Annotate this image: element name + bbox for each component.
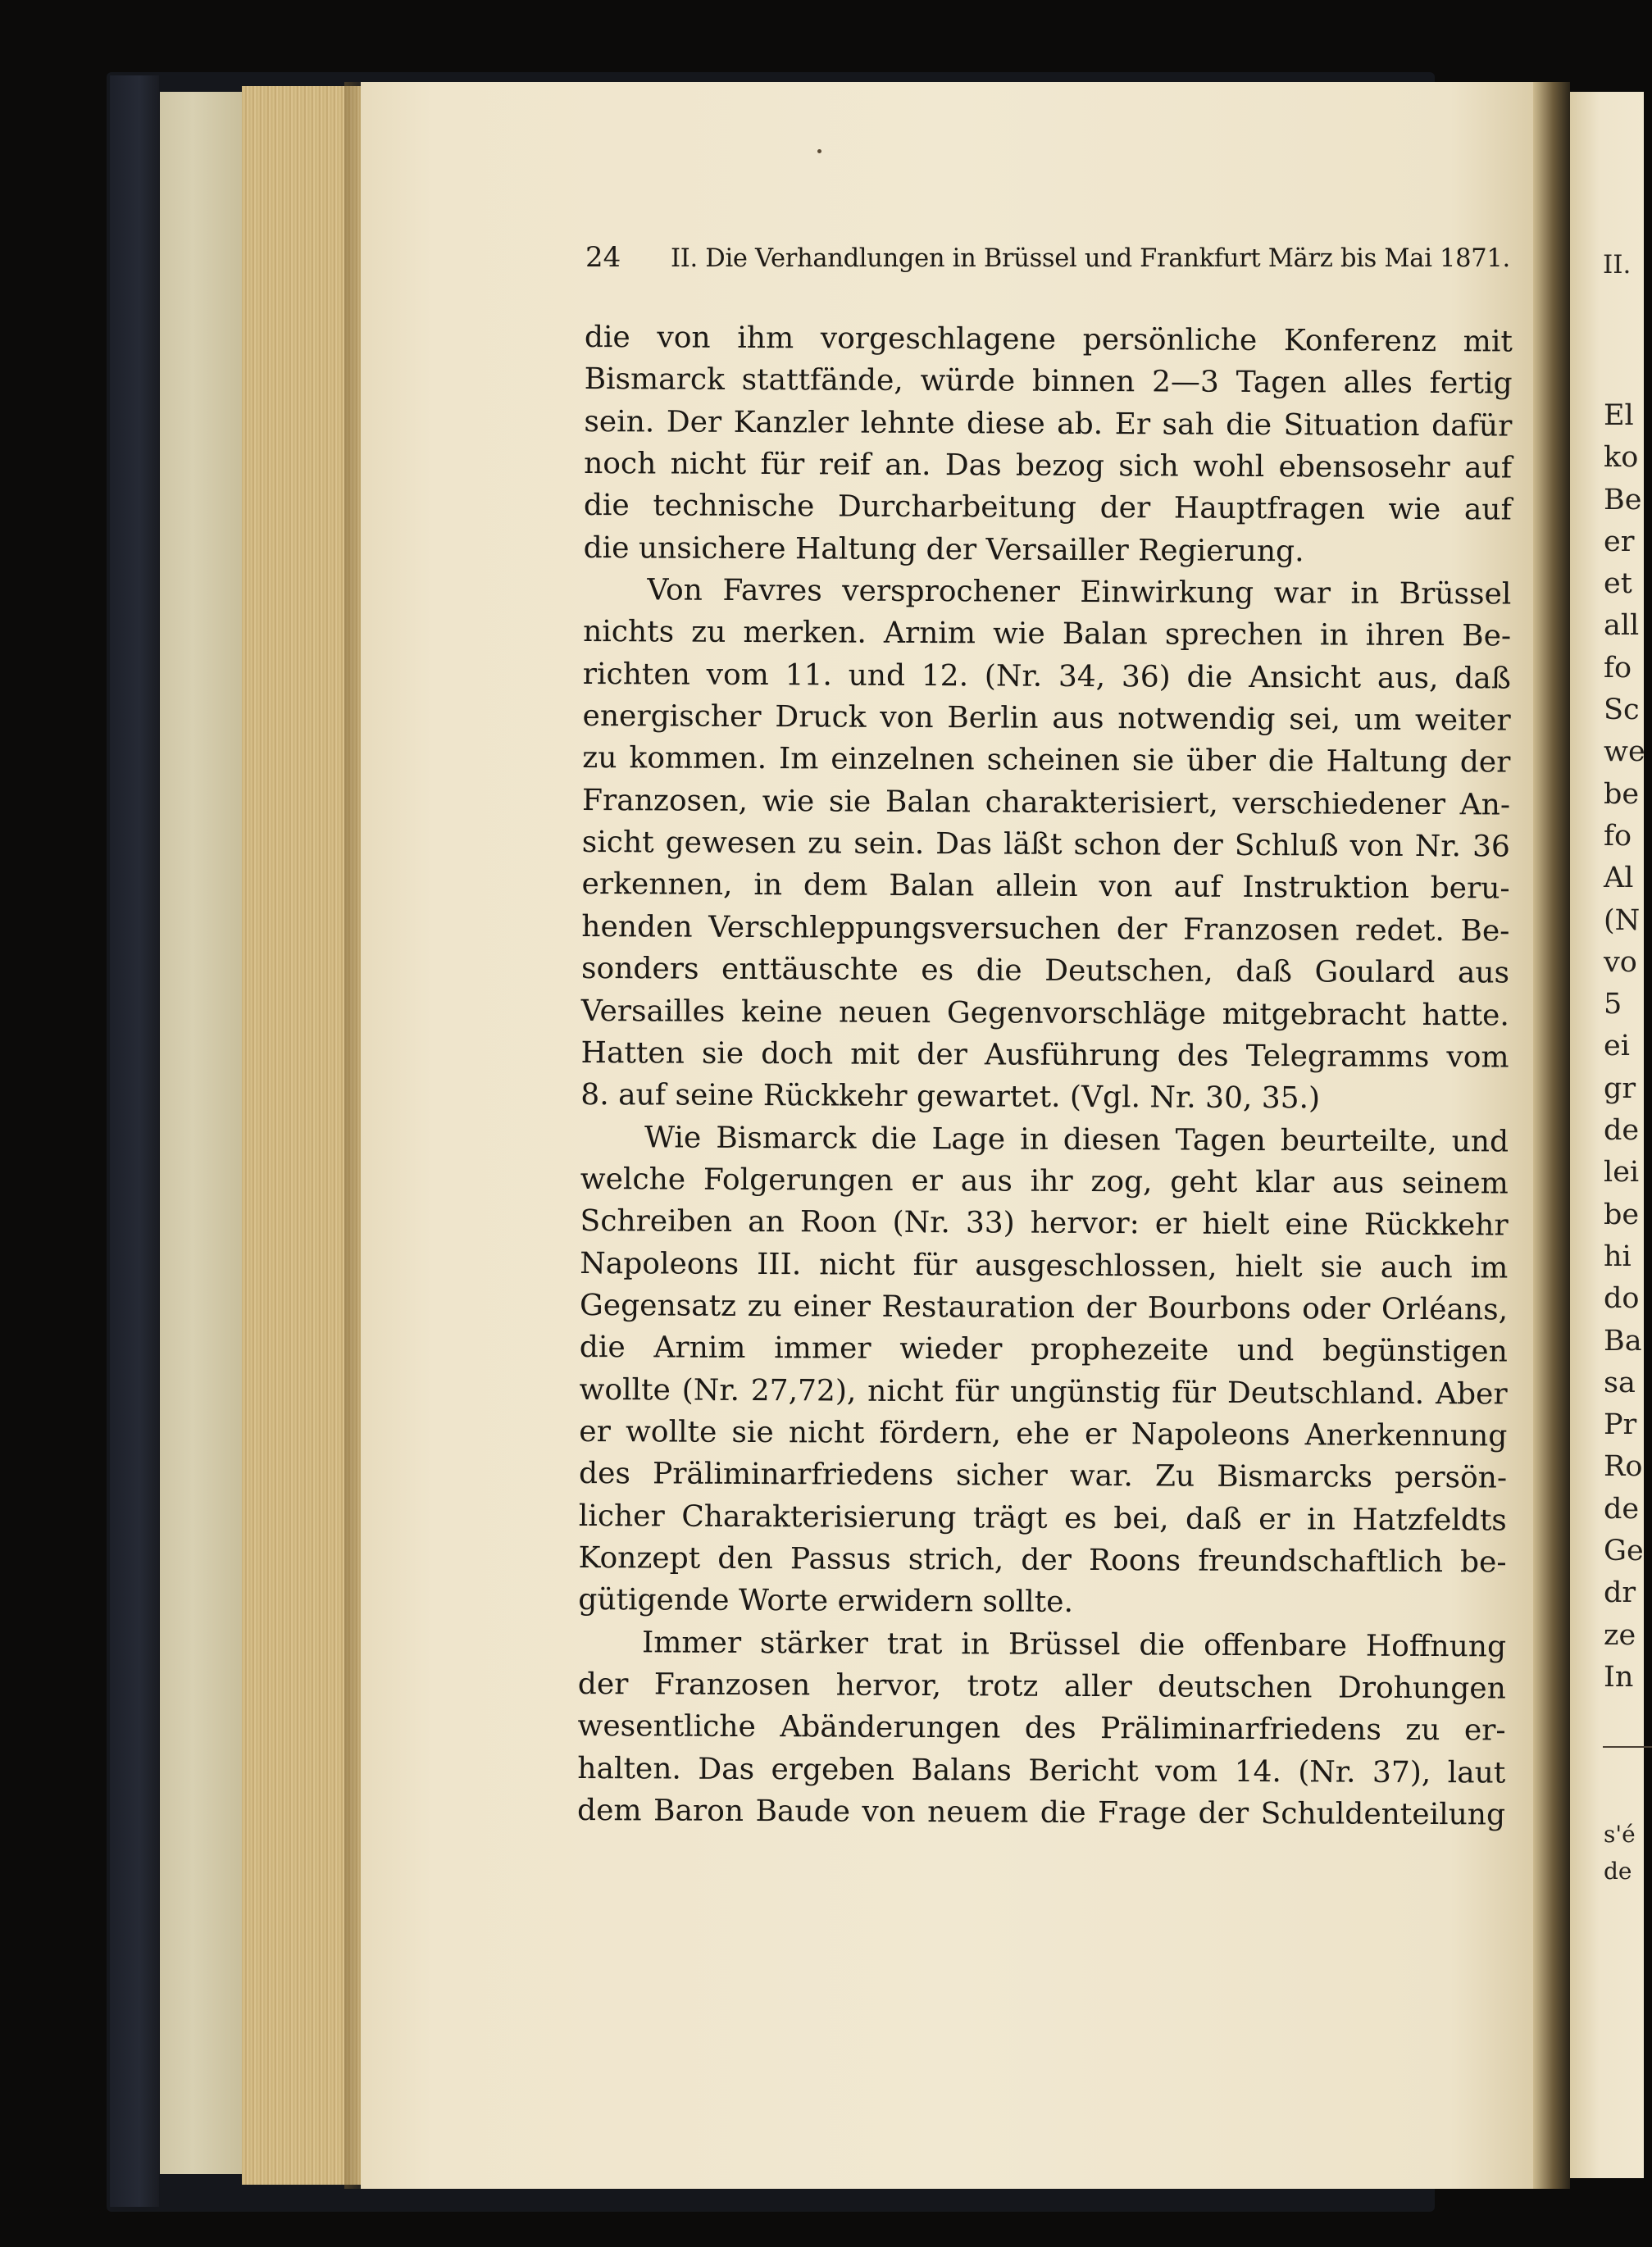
right-page-line: we [1604, 735, 1645, 769]
text-line: zu kommen. Im einzelnen scheinen sie über die Haltung der [582, 741, 1511, 780]
text-line: des Präliminarfriedens sicher war. Zu Bismarcks persön- [579, 1457, 1508, 1495]
right-page-line: de [1604, 1114, 1640, 1148]
running-head [585, 241, 1512, 274]
right-page-line: lei [1604, 1156, 1640, 1189]
text-line: nichts zu merken. Arnim wie Balan sprechen in ihren Be- [583, 615, 1512, 653]
right-page-line: Sc [1604, 694, 1640, 727]
book-gutter [1533, 82, 1570, 2189]
text-line: die von ihm vorgeschlagene persönliche Konferenz mit [584, 320, 1513, 359]
text-line: Napoleons III. nicht für ausgeschlossen, hielt sie auch im [580, 1246, 1509, 1285]
right-page-line: ei [1604, 1030, 1630, 1063]
cover-spine-edge [110, 75, 159, 2207]
text-line: der Franzosen hervor, trotz aller deutschen Drohungen [577, 1667, 1506, 1706]
text-line: 8. auf seine Rückkehr gewartet. (Vgl. Nr. 30, 35.) [580, 1078, 1321, 1116]
right-page-line: Ge [1604, 1535, 1644, 1568]
text-line: er wollte sie nicht fördern, ehe er Napoleons Anerkennung [579, 1414, 1508, 1453]
text-line: richten vom 11. und 12. (Nr. 34, 36) die Ansicht aus, daß [582, 657, 1511, 696]
text-line: sicht gewesen zu sein. Das läßt schon der Schluß von Nr. 36 [581, 826, 1510, 864]
right-page-footnote-fragments [1604, 1816, 1636, 1890]
right-page-line: be [1604, 777, 1640, 811]
right-page-line: fo [1604, 651, 1632, 685]
right-page-line: 5 [1604, 988, 1622, 1021]
right-page-line: de [1604, 1492, 1640, 1526]
right-page-line: Be [1604, 483, 1642, 516]
text-line: sonders enttäuschte es die Deutschen, daß Goulard aus [581, 952, 1510, 990]
right-page-line: Al [1604, 862, 1634, 895]
right-page-line: In [1604, 1660, 1634, 1694]
right-page-running-head: II. [1603, 250, 1632, 280]
text-line: Schreiben an Roon (Nr. 33) hervor: er hielt eine Rückkehr [580, 1204, 1509, 1243]
paper-speck [817, 149, 821, 153]
right-page-line: et [1604, 567, 1632, 601]
text-line: henden Verschleppungsversuchen der Franzosen redet. Be- [581, 909, 1510, 948]
text-line: wollte (Nr. 27,72), nicht für ungünstig für Deutschland. Aber [579, 1372, 1508, 1412]
right-page-footnote-line: s'é [1604, 1821, 1636, 1848]
text-line: energischer Druck von Berlin aus notwendig sei, um weiter [582, 699, 1511, 738]
text-line: Versailles keine neuen Gegenvorschläge mitgebracht hatte. [580, 994, 1509, 1033]
text-line: Immer stärker trat in Brüssel die offenbare Hoffnung [641, 1626, 1507, 1664]
right-page-line: all [1604, 609, 1640, 643]
text-line: die unsichere Haltung der Versailler Regierung. [583, 530, 1304, 569]
text-line: dem Baron Baude von neuem die Frage der Schuldenteilung [576, 1794, 1506, 1832]
text-line: Bismarck stattfände, würde binnen 2—3 Tagen alles fertig [584, 362, 1513, 401]
text-line: Wie Bismarck die Lage in diesen Tagen beurteilte, und [644, 1120, 1509, 1159]
right-page-line: fo [1604, 819, 1632, 853]
right-page-line: dr [1604, 1576, 1636, 1610]
right-page-line: El [1604, 399, 1634, 432]
text-line: Konzept den Passus strich, der Roons freundschaftlich be- [578, 1540, 1507, 1580]
right-page-line: ze [1604, 1618, 1636, 1652]
text-line: noch nicht für reif an. Das bezog sich wohl ebensosehr auf [584, 447, 1513, 485]
text-line: Franzosen, wie sie Balan charakterisiert, verschiedener An- [582, 783, 1511, 822]
text-line: die Arnim immer wieder prophezeite und begünstigen [579, 1330, 1508, 1369]
text-line: Von Favres versprochener Einwirkung war in Brüssel [647, 573, 1512, 612]
right-page-line: Ba [1604, 1324, 1642, 1358]
right-page-footnote-rule [1603, 1746, 1652, 1748]
text-line: die technische Durcharbeitung der Hauptfragen wie auf [583, 489, 1512, 527]
right-page-line: hi [1604, 1239, 1632, 1273]
text-line: gütigende Worte erwidern sollte. [578, 1583, 1074, 1620]
text-line: wesentliche Abänderungen des Präliminarfriedens zu er- [577, 1709, 1506, 1748]
text-line: welche Folgerungen er aus ihr zog, geht klar aus seinem [580, 1162, 1509, 1201]
right-page-line: ko [1604, 441, 1639, 475]
text-line: Hatten sie doch mit der Ausführung des Telegramms vom [580, 1035, 1509, 1075]
right-page-line: sa [1604, 1366, 1636, 1399]
text-line: Gegensatz zu einer Restauration der Bourbons oder Orléans, [580, 1288, 1509, 1327]
right-page-line: do [1604, 1282, 1640, 1316]
text-line: sein. Der Kanzler lehnte diese ab. Er sah die Situation dafür [584, 404, 1513, 443]
right-page [1570, 92, 1644, 2178]
right-page-line: er [1604, 525, 1635, 558]
right-page-line: be [1604, 1198, 1640, 1231]
right-page-line: vo [1604, 945, 1637, 979]
page-number: 24 [585, 241, 621, 274]
endpaper [160, 92, 242, 2174]
right-page-line: gr [1604, 1071, 1636, 1105]
right-page-footnote-line: de [1604, 1858, 1632, 1885]
text-line: licher Charakterisierung trägt es bei, daß er in Hatzfeldts [578, 1499, 1507, 1538]
body-text [577, 316, 1513, 1836]
right-page-line: (N [1604, 903, 1641, 937]
right-page-line: Ro [1604, 1450, 1643, 1484]
text-line: halten. Das ergeben Balans Bericht vom 14. (Nr. 37), laut [577, 1751, 1506, 1790]
chapter-title: II. Die Verhandlungen in Brüssel und Frankfurt März bis Mai 1871. [671, 244, 1510, 273]
right-page-line: Pr [1604, 1408, 1637, 1442]
right-page-text-fragments [1604, 395, 1645, 1699]
text-line: erkennen, in dem Balan allein von auf Instruktion beru- [581, 867, 1510, 906]
